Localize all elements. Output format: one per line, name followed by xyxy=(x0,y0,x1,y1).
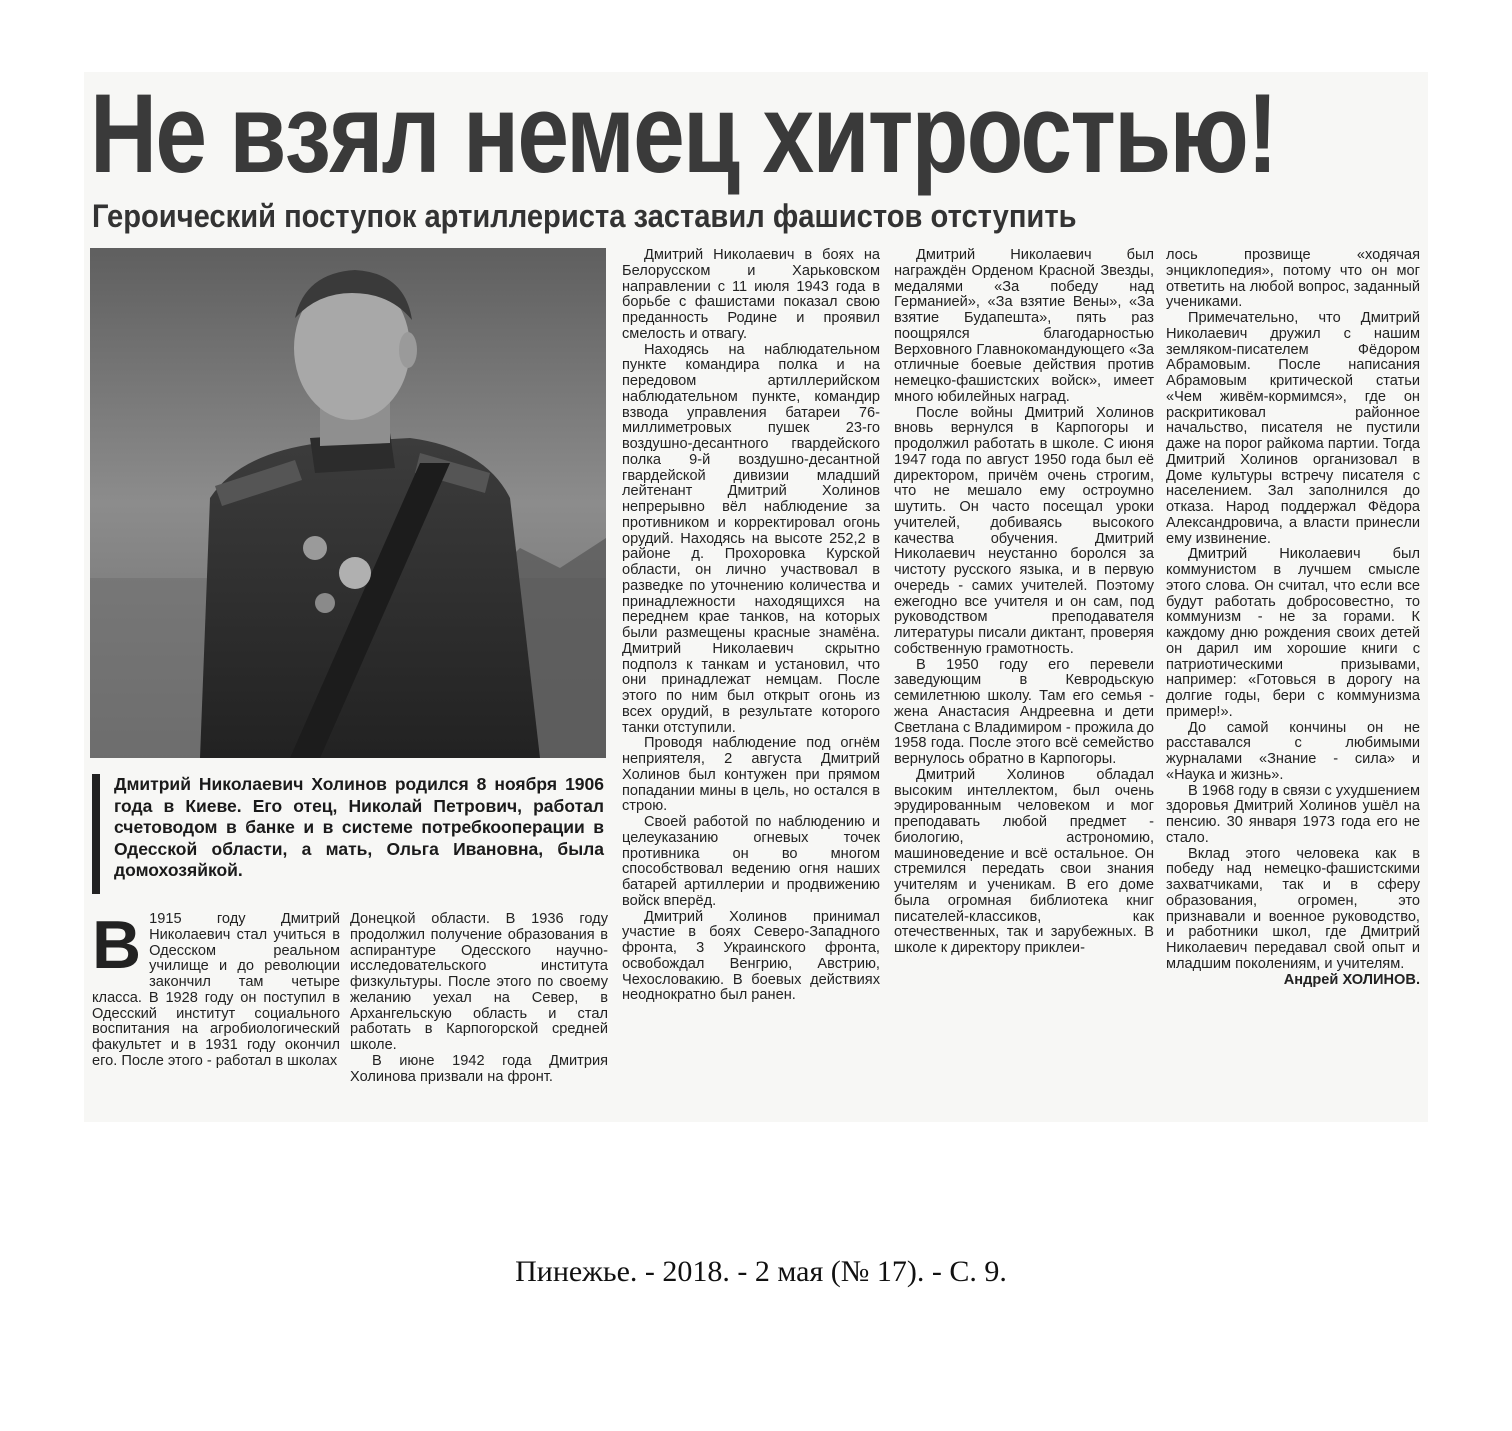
column-3-paragraph: Дмитрий Холинов принимал участие в боях Северо-Западного фронта, 3 Украинского фронта, освобождал Венгрию, Австрию, Чехословакию. В боевых действиях неоднократно был ранен. xyxy=(622,908,880,1004)
author-signature: Андрей ХОЛИНОВ. xyxy=(1283,971,1420,988)
source-caption: Пинежье. - 2018. - 2 мая (№ 17). - С. 9. xyxy=(515,1255,1007,1288)
column-1-text: 1915 году Дмитрий Николаевич стал учиться в Одесском реальном училище и до революции закончил там четыре класса. В 1928 году он поступил в Одесский институт социального воспитания на агробиологический факультет и в 1931 году окончил его. После этого - работал в школах xyxy=(92,912,340,1069)
column-3-paragraph: Дмитрий Николаевич в боях на Белорусском и Харьковском направлении с 11 июля 1943 года в борьбе с фашистами показал свою преданность Родине и проявил смелость и отвагу. xyxy=(622,248,880,342)
headline: Не взял немец хитростью! xyxy=(90,69,1277,196)
column-2-paragraph: В июне 1942 года Дмитрия Холинова призвали на фронт. xyxy=(350,1052,608,1085)
column-4 xyxy=(894,248,1154,1122)
column-5-paragraph: В 1968 году в связи с ухудшением здоровья Дмитрий Холинов ушёл на пенсию. 30 января 1973 года его не стало. xyxy=(1166,782,1420,846)
column-5-paragraph: Примечательно, что Дмитрий Николаевич дружил с нашим земляком-писателем Фёдором Абрамовым. После написания Абрамовым критической статьи «Чем живём-кормимся», где он раскритиковал районное начальство, писателя не пустили даже на порог райкома партии. Тогда Дмитрий Холинов организовал в Доме культуры встречу писателя с населением. Зал заполнился до отказа. Народ поддержал Фёдора Александровича, а власти принесли ему извинение. xyxy=(1166,310,1420,547)
column-3-paragraph: Своей работой по наблюдению и целеуказанию огневых точек противника он во многом способствовал ведению огня наших батарей артиллерии и продвижению войск вперёд. xyxy=(622,814,880,909)
column-5-paragraph: лось прозвище «ходячая энциклопедия», потому что он мог ответить на любой вопрос, заданный учениками. xyxy=(1166,248,1420,311)
column-4-paragraph: В 1950 году его перевели заведующим в Кевродьскую семилетнюю школу. Там его семья - жена Анастасия Андреевна и дети Светлана с Владимиром - прожила до 1958 года. После этого всё семейство вернулось обратно в Карпогоры. xyxy=(894,656,1154,767)
column-4-paragraph: Дмитрий Николаевич был награждён Орденом Красной Звезды, медалями «За победу над Германией», «За взятие Вены», «За взятие Будапешта», пять раз поощрялся благодарностью Верховного Главнокомандующего «За отличные боевые действия против немецко-фашистских войск», имеет много юбилейных наград. xyxy=(894,248,1154,405)
column-3-paragraph: Проводя наблюдение под огнём неприятеля, 2 августа Дмитрий Холинов был контужен при прямом попадании мины в цель, но остался в строю. xyxy=(622,735,880,815)
column-5 xyxy=(1166,248,1420,1122)
lead-paragraph: Дмитрий Николаевич Холинов родился 8 ноября 1906 года в Киеве. Его отец, Николай Петрович, работал счетоводом в банке и в системе потребкооперации в Одесской области, а мать, Ольга Ивановна, была домохозяйкой. xyxy=(92,774,604,894)
portrait-photo xyxy=(90,248,606,758)
column-4-paragraph: Дмитрий Холинов обладал высоким интеллектом, был очень эрудированным человеком и мог преподавать любой предмет - биологию, астрономию, машиноведение и всё остальное. Он стремился передать свои знания учителям и ученикам. В его доме была огромная библиотека книг писателей-классиков, как отечественных, так и зарубежных. В школе к директору приклеи- xyxy=(894,766,1154,956)
column-3 xyxy=(622,248,880,1122)
column-2-paragraph: Донецкой области. В 1936 году продолжил получение образования в аспирантуре Одесского научно-исследовательского института физкультуры. После этого по своему желанию уехал на Север, в Архангельскую область и стал работать в Карпогорской средней школе. xyxy=(350,912,608,1053)
column-2 xyxy=(350,912,608,1122)
drop-cap: В xyxy=(92,912,142,983)
column-4-paragraph: После войны Дмитрий Холинов вновь вернулся в Карпогоры и продолжил работать в школе. С июня 1947 года по август 1950 года был её директором, причём очень строгим, что не мешало ему остроумно шутить. Он часто посещал уроки учителей, добиваясь высокого качества обучения. Дмитрий Николаевич неустанно боролся за чистоту русского языка, и в первую очередь - самих учителей. Поэтому ежегодно все учителя и он сам, под руководством преподавателя литературы писали диктант, проверяя собственную грамотность. xyxy=(894,404,1154,657)
column-5-paragraph: Вклад этого человека как в победу над немецко-фашистскими захватчиками, так и в сферу образования, огромен, это признавали и военное руководство, и работники школ, где Дмитрий Николаевич передавал свой опыт и младшим поколениям, и учителям. xyxy=(1166,845,1420,972)
column-5-paragraph: До самой кончины он не расставался с любимыми журналами «Знание - сила» и «Наука и жизнь». xyxy=(1166,719,1420,783)
subheadline: Героический поступок артиллериста заставил фашистов отступить xyxy=(92,198,1077,234)
column-3-paragraph: Находясь на наблюдательном пункте командира полка и на передовом артиллерийском наблюдательном пункте, командир взвода управления батареи 76-миллиметровых пушек 23-го воздушно-десантного гвардейского полка 9-й воздушно-десантной гвардейской дивизии младший лейтенант Дмитрий Холинов непрерывно вёл наблюдение за противником и корректировал огонь орудий. Находясь на высоте 252,2 в районе д. Прохоровка Курской области, он лично участвовал в разведке по уточнению количества и принадлежности находящихся на переднем крае танков, на которых были размещены красные знамёна. Дмитрий Николаевич скрытно подполз к танкам и установил, что они принадлежат немцам. После этого по ним был открыт огонь из всех орудий, в результате которого танки отступили. xyxy=(622,341,880,736)
column-1 xyxy=(92,912,340,1122)
column-5-paragraph: Дмитрий Николаевич был коммунистом в лучшем смысле этого слова. Он считал, что если все будут работать добросовестно, то коммунизм - не за горами. К каждому дню рождения своих детей он дарил им хорошие книги с патриотическими призывами, например: «Готовься в дорогу на долгие годы, бери с коммунизма пример!». xyxy=(1166,546,1420,720)
soldier-portrait-illustration xyxy=(90,248,606,758)
